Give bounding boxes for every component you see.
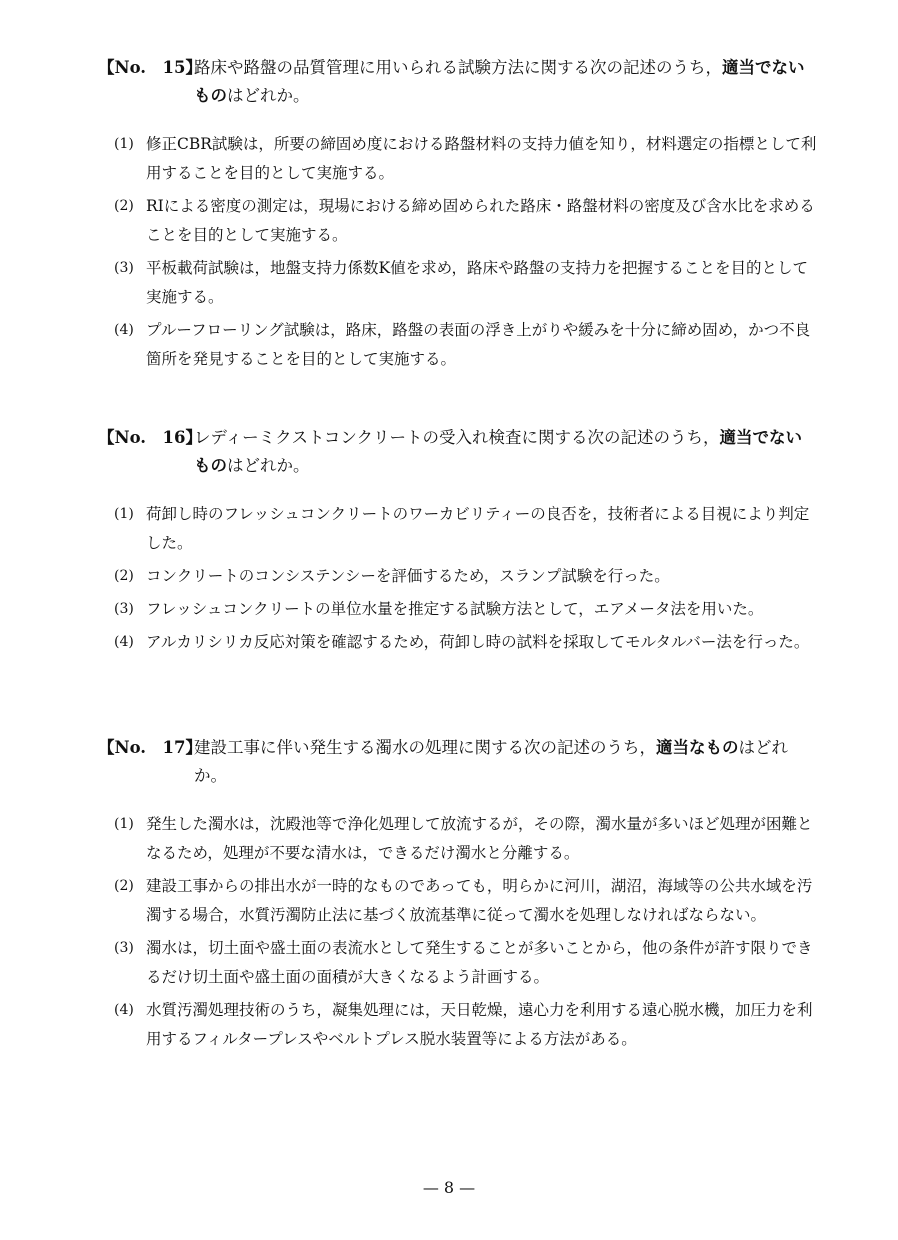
stem-text: 建設工事に伴い発生する濁水の処理に関する次の記述のうち， xyxy=(194,738,656,757)
option-text: 水質汚濁処理技術のうち，凝集処理には，天日乾燥，遠心力を利用する遠心脱水機，加圧力を利用するフィルタープレスやベルトプレス脱水装置等による方法がある。 xyxy=(146,1001,813,1048)
option-number: (1) xyxy=(114,816,134,832)
emphasis-text: 適当でないもの xyxy=(194,428,803,475)
stem-tail: はどれか。 xyxy=(194,738,788,785)
option-1 xyxy=(98,810,818,868)
option-text: 発生した濁水は，沈殿池等で浄化処理して放流するが，その際，濁水量が多いほど処理が困難となるため，処理が不要な清水は，できるだけ濁水と分離する。 xyxy=(146,815,813,862)
question-stem xyxy=(194,54,818,110)
option-list xyxy=(98,810,818,1054)
question-number: 【No. 17】 xyxy=(98,738,203,757)
option-3 xyxy=(98,595,818,624)
option-number: (3) xyxy=(114,260,134,276)
option-text: コンクリートのコンシステンシーを評価するため，スランプ試験を行った。 xyxy=(146,567,670,585)
option-text: 荷卸し時のフレッシュコンクリートのワーカビリティーの良否を，技術者による目視により判定した。 xyxy=(146,505,810,552)
stem-text: 路床や路盤の品質管理に用いられる試験方法に関する次の記述のうち， xyxy=(194,58,722,77)
question-15 xyxy=(98,54,818,378)
option-number: (2) xyxy=(114,198,134,214)
option-4 xyxy=(98,996,818,1054)
option-text: アルカリシリカ反応対策を確認するため，荷卸し時の試料を採取してモルタルバー法を行った。 xyxy=(146,633,810,651)
emphasis-text: 適当なもの xyxy=(656,738,739,757)
option-list xyxy=(98,500,818,657)
option-text: 平板載荷試験は，地盤支持力係数K値を求め，路床や路盤の支持力を把握することを目的として実施する。 xyxy=(146,259,808,306)
option-1 xyxy=(98,500,818,558)
question-stem xyxy=(194,734,818,790)
option-number: (2) xyxy=(114,878,134,894)
emphasis-text: 適当でないもの xyxy=(194,58,805,105)
question-number: 【No. 16】 xyxy=(98,428,203,447)
option-2 xyxy=(98,872,818,930)
option-number: (3) xyxy=(114,940,134,956)
option-1 xyxy=(98,130,818,188)
question-number: 【No. 15】 xyxy=(98,58,203,77)
option-3 xyxy=(98,254,818,312)
option-text: プルーフローリング試験は，路床，路盤の表面の浮き上がりや緩みを十分に締め固め，かつ不良箇所を発見することを目的として実施する。 xyxy=(146,321,811,368)
question-header xyxy=(98,734,818,790)
option-4 xyxy=(98,628,818,657)
option-4 xyxy=(98,316,818,374)
option-number: (3) xyxy=(114,601,134,617)
option-number: (4) xyxy=(114,1002,134,1018)
option-number: (4) xyxy=(114,322,134,338)
question-stem xyxy=(194,424,818,480)
option-list xyxy=(98,130,818,374)
option-number: (1) xyxy=(114,506,134,522)
option-number: (2) xyxy=(114,568,134,584)
question-16 xyxy=(98,424,818,661)
question-header xyxy=(98,424,818,480)
option-3 xyxy=(98,934,818,992)
stem-text: レディーミクストコンクリートの受入れ検査に関する次の記述のうち， xyxy=(194,428,720,447)
option-text: RIによる密度の測定は，現場における締め固められた路床・路盤材料の密度及び含水比を求めることを目的として実施する。 xyxy=(146,197,815,244)
stem-tail: はどれか。 xyxy=(227,456,310,475)
stem-tail: はどれか。 xyxy=(227,86,310,105)
option-number: (4) xyxy=(114,634,134,650)
option-2 xyxy=(98,192,818,250)
option-text: 濁水は，切土面や盛土面の表流水として発生することが多いことから，他の条件が許す限りできるだけ切土面や盛土面の面積が大きくなるよう計画する。 xyxy=(146,939,813,986)
option-number: (1) xyxy=(114,136,134,152)
question-17 xyxy=(98,734,818,1058)
option-text: フレッシュコンクリートの単位水量を推定する試験方法として，エアメータ法を用いた。 xyxy=(146,600,764,618)
option-text: 修正CBR試験は，所要の締固め度における路盤材料の支持力値を知り，材料選定の指標として利用することを目的として実施する。 xyxy=(146,135,817,182)
question-header xyxy=(98,54,818,110)
option-2 xyxy=(98,562,818,591)
page-number: — 8 — xyxy=(422,1178,476,1197)
option-text: 建設工事からの排出水が一時的なものであっても，明らかに河川，湖沼，海域等の公共水域を汚濁する場合，水質汚濁防止法に基づく放流基準に従って濁水を処理しなければならない。 xyxy=(146,877,813,924)
